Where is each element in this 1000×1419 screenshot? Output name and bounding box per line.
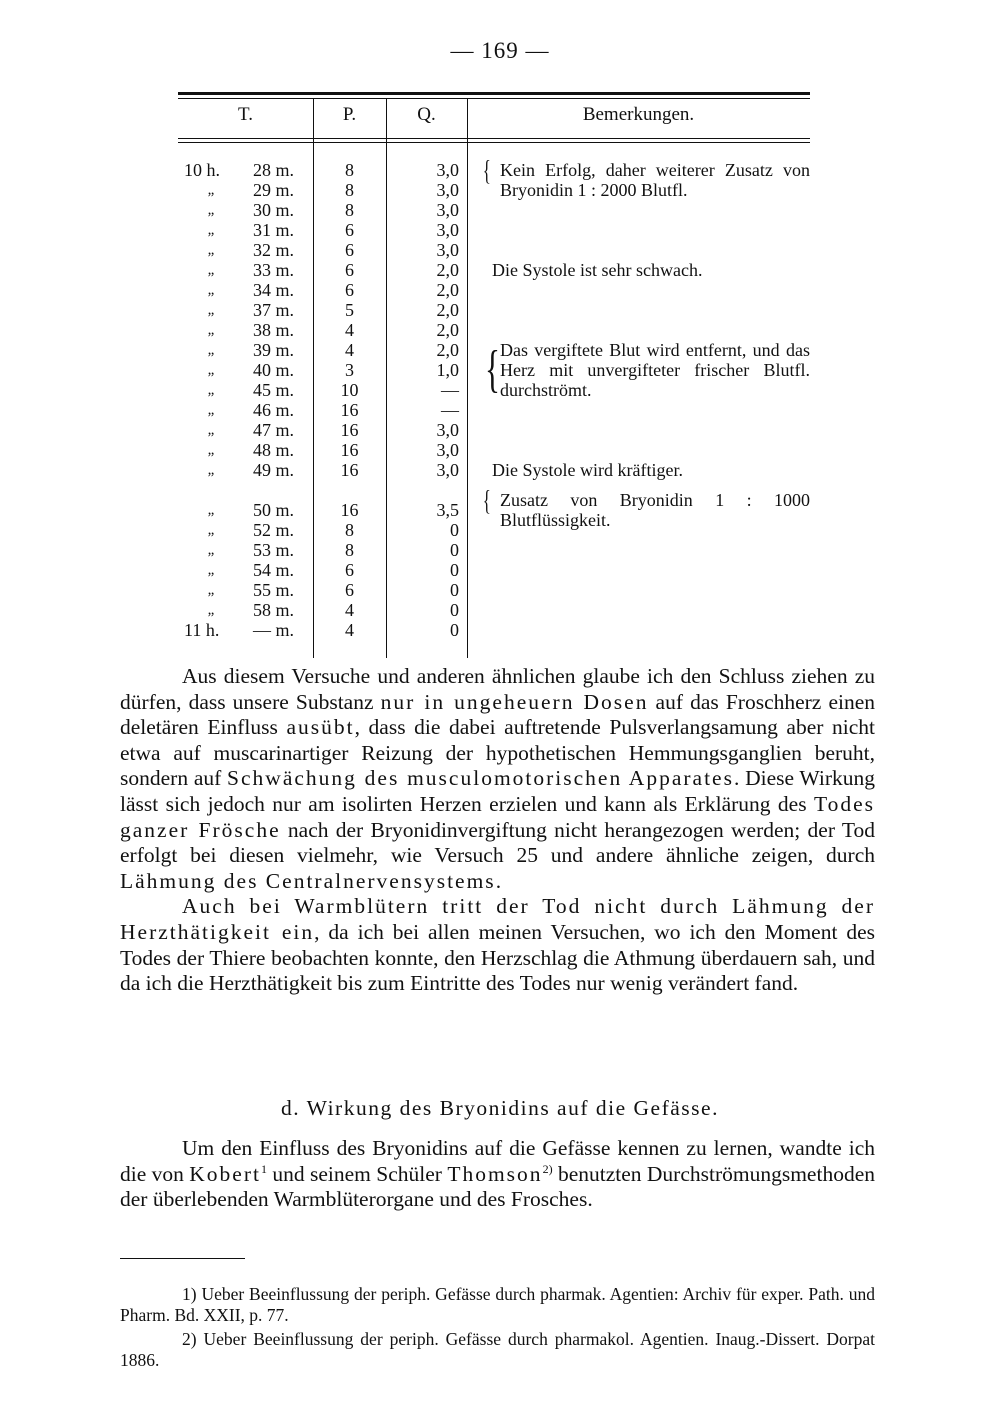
emphasis-text: Auch bei Warmblütern tritt der Tod nicht durch Lähmung der Herzthätigkeit ein: [120, 894, 875, 944]
pulse-value: 8: [345, 200, 354, 220]
ditto-mark: „: [207, 522, 215, 538]
table-top-rule: [178, 92, 810, 95]
time-minute: 30 m.: [252, 200, 294, 220]
table-row: [178, 400, 810, 420]
time-minute: 40 m.: [252, 360, 294, 380]
quantity-value: 3,0: [436, 460, 459, 480]
ditto-mark: „: [207, 262, 215, 278]
time-minute: 29 m.: [252, 180, 294, 200]
ditto-mark: „: [207, 382, 215, 398]
table-row: [178, 300, 810, 320]
ditto-mark: „: [207, 422, 215, 438]
ditto-mark: „: [207, 442, 215, 458]
remark-4: Die Systole wird kräftiger.: [492, 460, 683, 480]
quantity-value: 2,0: [436, 300, 459, 320]
table-row: [178, 440, 810, 460]
pulse-value: 4: [345, 600, 354, 620]
section-heading: d. Wirkung des Bryonidins auf die Gefässe.: [281, 1096, 719, 1120]
table-row: [178, 560, 810, 580]
footnote-1: 1) Ueber Beeinflussung der periph. Gefässe durch pharmak. Agentien: Archiv für exper. Path. und Pharm. Bd. XXII, p. 77.: [120, 1284, 875, 1325]
time-minute: 53 m.: [252, 540, 294, 560]
pulse-value: 6: [345, 280, 354, 300]
ditto-mark: „: [207, 402, 215, 418]
time-minute: 28 m.: [252, 160, 294, 180]
ditto-mark: „: [207, 302, 215, 318]
pulse-value: 8: [345, 520, 354, 540]
text-run: .: [495, 868, 502, 893]
quantity-value: 3,0: [436, 420, 459, 440]
pulse-value: 6: [345, 560, 354, 580]
footnote-2: 2) Ueber Beeinflussung der periph. Gefässe durch pharmakol. Agentien. Inaug.-Dissert. Dorpat 1886.: [120, 1329, 875, 1370]
pulse-value: 8: [345, 180, 354, 200]
footnotes: [120, 1284, 875, 1374]
pulse-value: 4: [345, 320, 354, 340]
remark-3: Das vergiftete Blut wird entfernt, und das Herz mit unvergifteter frischer Blutfl. durchströmt.: [500, 340, 810, 400]
ditto-mark: „: [207, 222, 215, 238]
header-quantity: Q.: [417, 104, 436, 125]
remark-1: Kein Erfolg, daher weiterer Zusatz von Bryonidin 1 : 2000 Blutfl.: [500, 160, 810, 200]
author-name: Thomson: [447, 1161, 543, 1186]
pulse-value: 6: [345, 260, 354, 280]
time-minute: 54 m.: [252, 560, 294, 580]
table-row: [178, 280, 810, 300]
time-minute: 39 m.: [252, 340, 294, 360]
brace-icon: {: [482, 486, 491, 517]
author-name: Kobert: [189, 1161, 261, 1186]
quantity-value: 0: [450, 620, 459, 640]
ditto-mark: „: [207, 342, 215, 358]
header-pulse: P.: [342, 104, 357, 125]
pulse-value: 4: [345, 620, 354, 640]
time-minute: 33 m.: [252, 260, 294, 280]
quantity-value: 2,0: [436, 280, 459, 300]
text-run: . Diese Wirkung lässt sich jedoch nur am isolirten Herzen erzielen und kann als Erklärung des: [120, 766, 875, 816]
time-minute: 55 m.: [252, 580, 294, 600]
ditto-mark: „: [207, 542, 215, 558]
time-hour: 11 h.: [184, 620, 220, 640]
pulse-value: 6: [345, 580, 354, 600]
quantity-value: 0: [450, 520, 459, 540]
pulse-value: 8: [345, 540, 354, 560]
ditto-mark: „: [207, 362, 215, 378]
remark-5: Zusatz von Bryonidin 1 : 1000 Blutflüssigkeit.: [500, 490, 810, 530]
ditto-mark: „: [207, 462, 215, 478]
time-minute: 47 m.: [252, 420, 294, 440]
time-minute: 37 m.: [252, 300, 294, 320]
text-run: , dass die dabei auftretende Pulsverlangsamung aber nicht etwa auf muscarinartiger Reizung der hypothetischen Hemmungsganglien beruht, sondern auf: [120, 715, 875, 791]
table-row: [178, 220, 810, 240]
header-remarks: Bemerkungen.: [582, 104, 695, 125]
brace-icon: {: [482, 156, 491, 187]
table-header-rule-thin: [178, 142, 810, 143]
table-row: [178, 320, 810, 340]
emphasis-text: ausübt: [286, 715, 355, 740]
time-minute: 58 m.: [252, 600, 294, 620]
quantity-value: —: [441, 400, 459, 420]
table-row: [178, 200, 810, 220]
ditto-mark: „: [207, 242, 215, 258]
text-run: benutzten Durchströmungsmethoden der überlebenden Warmblüterorgane und des Frosches.: [120, 1161, 875, 1212]
text-run: Um den Einfluss des Bryonidins auf die Gefässe kennen zu lernen, wandte ich die von: [120, 1136, 875, 1186]
quantity-value: 3,0: [436, 200, 459, 220]
data-table: [178, 92, 810, 657]
ditto-mark: „: [207, 582, 215, 598]
brace-icon: {: [484, 341, 500, 398]
pulse-value: 6: [345, 220, 354, 240]
time-minute: 32 m.: [252, 240, 294, 260]
quantity-value: 0: [450, 580, 459, 600]
quantity-value: —: [441, 380, 459, 400]
quantity-value: 1,0: [436, 360, 459, 380]
table-row: [178, 540, 810, 560]
ditto-mark: „: [207, 182, 215, 198]
ditto-mark: „: [207, 562, 215, 578]
pulse-value: 16: [340, 460, 359, 480]
time-minute: 49 m.: [252, 460, 294, 480]
paragraph-conclusion: [120, 664, 875, 894]
pulse-value: 3: [345, 360, 354, 380]
page-number: — 169 —: [450, 38, 550, 63]
time-hour: 10 h.: [184, 160, 220, 180]
time-minute: 38 m.: [252, 320, 294, 340]
text-run: nach der Bryonidinvergiftung nicht herangezogen werden; der Tod erfolgt bei diesen vielmehr, wie Versuch 25 und andere ähnliche zeigen, durch: [120, 817, 876, 868]
quantity-value: 3,0: [436, 220, 459, 240]
quantity-value: 0: [450, 600, 459, 620]
time-minute: 50 m.: [252, 500, 294, 520]
paragraph-warmblooded: [120, 894, 875, 996]
pulse-value: 4: [345, 340, 354, 360]
ditto-mark: „: [207, 202, 215, 218]
emphasis-text: Schwächung des musculomotorischen Apparates: [227, 766, 734, 791]
time-minute: 34 m.: [252, 280, 294, 300]
time-minute: — m.: [252, 620, 294, 640]
text-run: und seinem Schüler: [266, 1161, 448, 1186]
ditto-mark: „: [207, 282, 215, 298]
table-row: [178, 620, 810, 640]
table-header-rule: [178, 138, 810, 139]
text-run: Aus diesem Versuche und anderen ähnlichen glaube ich den Schluss ziehen zu dürfen, dass unsere Substanz: [120, 664, 875, 714]
time-minute: 31 m.: [252, 220, 294, 240]
quantity-value: 2,0: [436, 260, 459, 280]
time-minute: 45 m.: [252, 380, 294, 400]
time-minute: 52 m.: [252, 520, 294, 540]
quantity-value: 3,0: [436, 180, 459, 200]
table-row: [178, 420, 810, 440]
emphasis-text: Todes ganzer Frösche: [120, 791, 875, 842]
pulse-value: 16: [340, 420, 359, 440]
header-time: T.: [238, 104, 253, 125]
quantity-value: 2,0: [436, 340, 459, 360]
footnote-rule: [120, 1258, 245, 1259]
footnote-ref: 2): [542, 1161, 553, 1176]
pulse-value: 16: [340, 400, 359, 420]
text-run: auf das Froschherz einen deletären Einfluss: [120, 689, 875, 740]
ditto-mark: „: [207, 322, 215, 338]
remark-2: Die Systole ist sehr schwach.: [492, 260, 703, 280]
emphasis-text: nur in ungeheuern Dosen: [380, 689, 649, 714]
quantity-value: 3,5: [436, 500, 459, 520]
quantity-value: 0: [450, 540, 459, 560]
pulse-value: 5: [345, 300, 354, 320]
table-top-rule-thin: [178, 98, 810, 99]
quantity-value: 3,0: [436, 160, 459, 180]
quantity-value: 3,0: [436, 240, 459, 260]
table-row: [178, 240, 810, 260]
paragraph-method: [120, 1136, 875, 1213]
pulse-value: 16: [340, 500, 359, 520]
body-text: [120, 664, 875, 997]
text-run: , da ich bei allen meinen Versuchen, wo ich den Moment des Todes der Thiere beobachten konnte, den Herzschlag die Athmung überdauern sah, und da ich die Herzthätigkeit bis zum Eintritte des Todes nur wenig verändert fand.: [120, 919, 875, 996]
pulse-value: 8: [345, 160, 354, 180]
pulse-value: 16: [340, 440, 359, 460]
quantity-value: 3,0: [436, 440, 459, 460]
quantity-value: 0: [450, 560, 459, 580]
body-text-section-d: [120, 1136, 875, 1213]
ditto-mark: „: [207, 602, 215, 618]
time-minute: 46 m.: [252, 400, 294, 420]
time-minute: 48 m.: [252, 440, 294, 460]
table-row: [178, 580, 810, 600]
pulse-value: 6: [345, 240, 354, 260]
pulse-value: 10: [340, 380, 359, 400]
quantity-value: 2,0: [436, 320, 459, 340]
footnote-ref: 1: [260, 1161, 267, 1176]
ditto-mark: „: [207, 502, 215, 518]
table-row: [178, 600, 810, 620]
emphasis-text: Lähmung des Centralnervensystems: [120, 868, 496, 893]
